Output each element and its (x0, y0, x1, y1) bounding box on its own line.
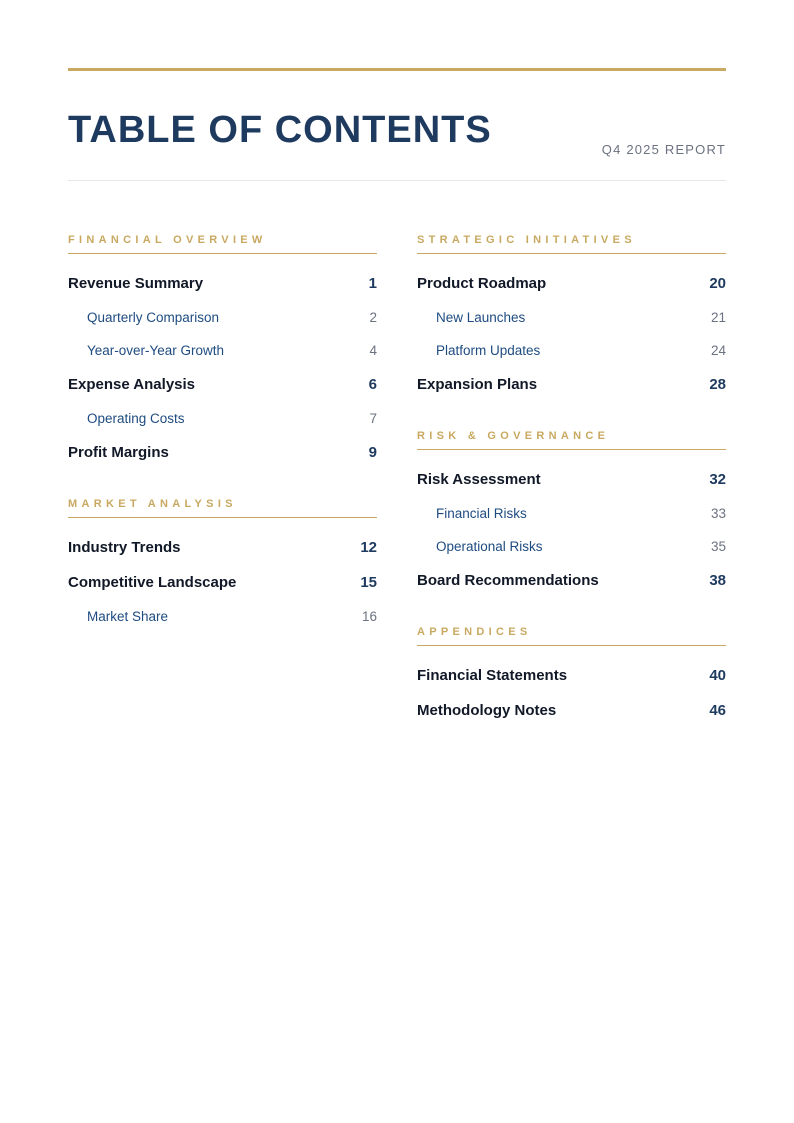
toc-entry[interactable] (417, 563, 726, 598)
toc-right-column (417, 232, 726, 754)
toc-entry[interactable] (68, 367, 377, 402)
toc-entry-page: 40 (709, 667, 726, 684)
toc-entry-title: Board Recommendations (417, 572, 599, 589)
toc-subentry-title: Market Share (87, 609, 169, 624)
top-accent-rule (68, 68, 726, 71)
section-heading: STRATEGIC INITIATIVES (417, 232, 726, 254)
toc-entry[interactable] (68, 565, 377, 600)
toc-entry[interactable] (68, 435, 377, 470)
toc-entry-title: Competitive Landscape (68, 574, 237, 591)
toc-subentry-title: Operating Costs (87, 411, 185, 426)
page-title: TABLE OF CONTENTS (68, 109, 492, 151)
toc-entry-page: 46 (709, 702, 726, 719)
toc-entry-title: Expense Analysis (68, 376, 196, 393)
toc-entry-title: Risk Assessment (417, 471, 541, 488)
toc-entry[interactable] (417, 462, 726, 497)
toc-subentry[interactable] (417, 334, 726, 367)
toc-entry-page: 20 (709, 275, 726, 292)
toc-entry[interactable] (417, 658, 726, 693)
toc-entry-page: 38 (709, 572, 726, 589)
toc-subentry-page: 4 (369, 343, 377, 358)
toc-entry-title: Expansion Plans (417, 376, 538, 393)
toc-entry-title: Revenue Summary (68, 275, 204, 292)
toc-subentry-title: New Launches (436, 310, 526, 325)
toc-subentry[interactable] (68, 600, 377, 633)
toc-subentry[interactable] (417, 530, 726, 563)
toc-entry-page: 15 (360, 574, 377, 591)
toc-subentry-title: Platform Updates (436, 343, 541, 358)
section-heading: MARKET ANALYSIS (68, 496, 377, 518)
toc-entry-page: 9 (368, 444, 377, 461)
toc-subentry-title: Financial Risks (436, 506, 527, 521)
toc-section (417, 624, 726, 728)
toc-subentry-title: Year-over-Year Growth (87, 343, 225, 358)
toc-entry-title: Methodology Notes (417, 702, 557, 719)
section-heading: APPENDICES (417, 624, 726, 646)
toc-subentry[interactable] (68, 402, 377, 435)
toc-entry-title: Product Roadmap (417, 275, 547, 292)
toc-subentry[interactable] (417, 497, 726, 530)
section-heading: FINANCIAL OVERVIEW (68, 232, 377, 254)
toc-section (417, 232, 726, 402)
toc-entry-page: 28 (709, 376, 726, 393)
toc-entry-title: Industry Trends (68, 539, 181, 556)
toc-subentry-page: 16 (361, 609, 377, 624)
toc-entry-page: 12 (360, 539, 377, 556)
toc-entry[interactable] (68, 266, 377, 301)
toc-subentry-page: 35 (710, 539, 726, 554)
toc-entry-page: 1 (368, 275, 377, 292)
toc-entry-title: Financial Statements (417, 667, 568, 684)
report-label: Q4 2025 REPORT (601, 142, 726, 157)
toc-subentry-page: 21 (710, 310, 726, 325)
toc-entry-title: Profit Margins (68, 444, 169, 461)
section-heading: RISK & GOVERNANCE (417, 428, 726, 450)
toc-subentry-page: 33 (710, 506, 726, 521)
toc-entry[interactable] (417, 693, 726, 728)
toc-subentry-page: 2 (369, 310, 377, 325)
toc-subentry-page: 7 (369, 411, 377, 426)
toc-subentry[interactable] (68, 301, 377, 334)
toc-entry-page: 6 (368, 376, 377, 393)
toc-section (68, 232, 377, 470)
toc-entry[interactable] (68, 530, 377, 565)
toc-subentry[interactable] (417, 301, 726, 334)
toc-section (417, 428, 726, 598)
header-divider (68, 180, 726, 181)
toc-left-column (68, 232, 377, 659)
toc-subentry[interactable] (68, 334, 377, 367)
toc-entry-page: 32 (709, 471, 726, 488)
toc-subentry-page: 24 (710, 343, 726, 358)
toc-subentry-title: Quarterly Comparison (87, 310, 220, 325)
toc-section (68, 496, 377, 633)
toc-entry[interactable] (417, 266, 726, 301)
toc-subentry-title: Operational Risks (436, 539, 543, 554)
toc-entry[interactable] (417, 367, 726, 402)
